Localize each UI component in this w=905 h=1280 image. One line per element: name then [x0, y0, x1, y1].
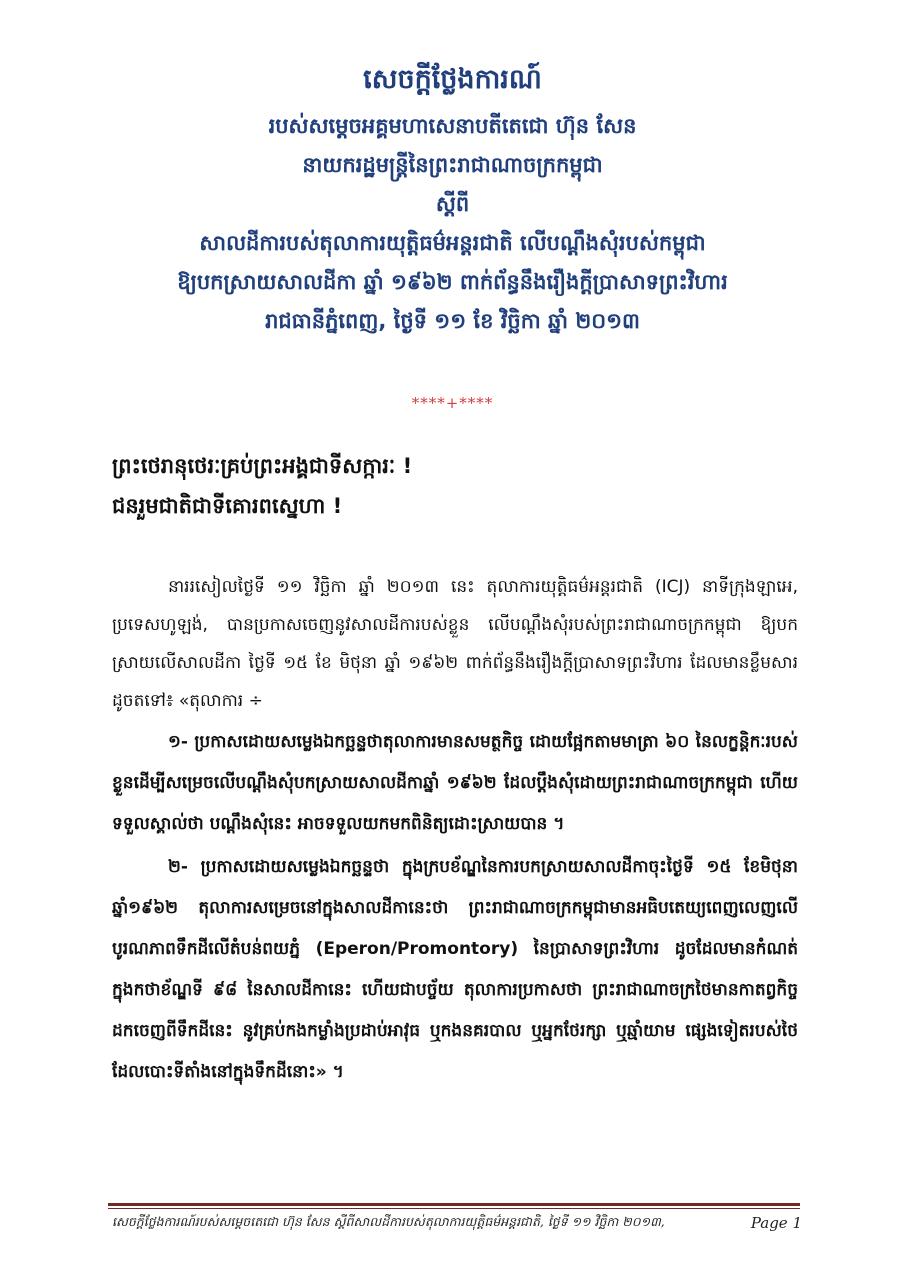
page-footer	[112, 1214, 802, 1233]
separator: ****+****	[411, 394, 494, 412]
paragraph-intro: នាររសៀលថ្ងៃទី ១១ វិច្ឆិកា ឆ្នាំ ២០១៣ នេះ តុលាការយុត្តិធម៌អន្តរជាតិ (ICJ) នាទីក្រុងឡាអេ, ប្រទេសហូឡង់, បានប្រកាសចេញនូវសាលដីការបស់ខ្លួន លើបណ្ដឹងសុំរបស់ព្រះរាជាណាចក្រកម្ពុជា ឱ្យបកស្រាយលើសាលដីកា ថ្ងៃទី ១៥ ខែ មិថុនា ឆ្នាំ ១៩៦២ ពាក់ព័ន្ធនឹងរឿងក្ដីប្រាសាទព្រះវិហារ ដែលមានខ្លឹមសារ ដូចតទៅ៖ «តុលាការ ÷	[112, 577, 798, 711]
header-line-date: រាជធានីភ្នំពេញ, ថ្ងៃទី ១១ ខែ វិច្ឆិកា ឆ្នាំ ២០១៣	[265, 309, 640, 333]
salutation-line-monks: ព្រះថេរានុថេរៈគ្រប់ព្រះអង្គជាទីសក្ការៈ !	[112, 454, 413, 478]
header-line-position: នាយករដ្ឋមន្ត្រីនៃព្រះរាជាណាចក្រកម្ពុជា	[302, 153, 603, 177]
document-body	[112, 568, 798, 1093]
page-number: Page 1	[750, 1214, 802, 1232]
salutation	[112, 446, 812, 526]
paragraph-point-1: ១- ប្រកាសដោយសម្លេងឯកច្ឆន្ទថាតុលាការមានសមត្ថកិច្ច ដោយផ្អែកតាមមាត្រា ៦០ នៃលក្ខន្តិកៈរបស់ខ្លួនដើម្បីសម្រេចលើបណ្ដឹងសុំបកស្រាយសាលដីកាឆ្នាំ ១៩៦២ ដែលប្ដឹងសុំដោយព្រះរាជាណាចក្រកម្ពុជា ហើយទទួលស្គាល់ថា បណ្ដឹងសុំនេះ អាចទទួលយកមកពិនិត្យដោះស្រាយបាន ។	[112, 732, 798, 834]
footer-text: សេចក្ដីថ្លែងការណ៍របស់សម្ដេចតេជោ ហ៊ុន សែន ស្ដីពីសាលដីការបស់តុលាការយុត្តិធម៌អន្តរជាតិ, ថ្ងៃទី ១១ វិច្ឆិកា ២០១៣,	[112, 1214, 665, 1229]
paragraph-point-2: ២- ប្រកាសដោយសម្លេងឯកច្ឆន្ទថា ក្នុងក្របខ័ណ្ឌនៃការបកស្រាយសាលដីកាចុះថ្ងៃទី ១៥ ខែមិថុនា ឆ្នាំ១៩៦២ តុលាការសម្រេចនៅក្នុងសាលដីកានេះថា ព្រះរាជាណាចក្រកម្ពុជាមានអធិបតេយ្យពេញលេញលើបូរណភាពទឹកដីលើតំបន់ពយភ្នំ (Eperon/Promontory) នៃប្រាសាទព្រះវិហារ ដូចដែលមានកំណត់ក្នុងកថាខ័ណ្ឌទី ៩៨ នៃសាលដីកានេះ ហើយជាបច្ច័យ តុលាការប្រកាសថា ព្រះរាជាណាចក្រថៃមានកាតព្វកិច្ចដកចេញពីទឹកដីនេះ នូវគ្រប់កងកម្លាំងប្រដាប់អាវុធ ឬកងនគរបាល ឬអ្នកថែរក្សា ឬឆ្មាំយាម ផ្សេងទៀតរបស់ថៃ ដែលបោះទីតាំងនៅក្នុងទឹកដីនោះ» ។	[112, 857, 798, 1082]
header-line-about: ស្ដីពី	[435, 192, 470, 216]
document-header	[0, 62, 905, 341]
header-line-author: របស់សម្ដេចអគ្គមហាសេនាបតីតេជោ ហ៊ុន សែន	[268, 114, 637, 138]
document-title: សេចក្ដីថ្លែងការណ៍	[363, 64, 542, 95]
header-line-subject-2: ឱ្យបកស្រាយសាលដីកា ឆ្នាំ ១៩៦២ ពាក់ព័ន្ធនឹងរឿងក្ដីប្រាសាទព្រះវិហារ	[177, 270, 728, 294]
header-line-subject: សាលដីការបស់តុលាការយុត្តិធម៌អន្តរជាតិ លើបណ្ដឹងសុំរបស់កម្ពុជា	[199, 231, 706, 255]
salutation-line-citizens: ជនរួមជាតិជាទីគោរពស្នេហា !	[112, 494, 343, 518]
footer-rule-thin	[108, 1208, 800, 1209]
footer-rule	[108, 1203, 800, 1206]
